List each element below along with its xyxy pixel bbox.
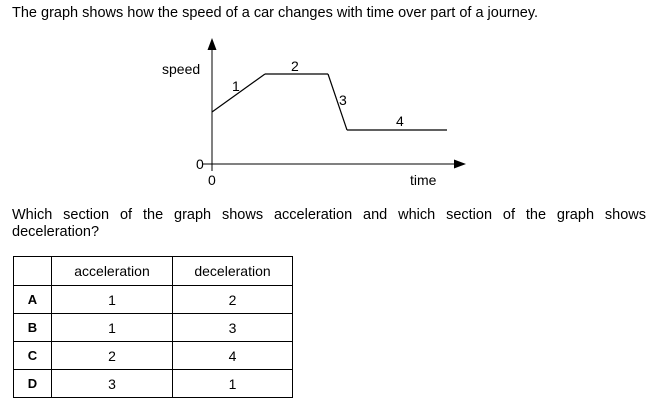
option-key: A xyxy=(14,286,52,314)
section-2-label: 2 xyxy=(291,58,299,74)
header-acceleration: acceleration xyxy=(52,257,173,286)
section-3-label: 3 xyxy=(339,92,347,108)
speed-time-graph xyxy=(0,0,659,200)
answer-options-table xyxy=(13,256,293,398)
header-blank xyxy=(14,257,52,286)
option-row-b[interactable] xyxy=(14,314,293,342)
table-header-row xyxy=(14,257,293,286)
option-acceleration: 1 xyxy=(52,286,173,314)
origin-x-label: 0 xyxy=(208,172,216,188)
y-axis-arrow xyxy=(208,38,217,50)
option-key: B xyxy=(14,314,52,342)
option-row-d[interactable] xyxy=(14,370,293,398)
x-axis-arrow xyxy=(454,160,466,169)
header-deceleration: deceleration xyxy=(173,257,293,286)
option-acceleration: 1 xyxy=(52,314,173,342)
section-1-label: 1 xyxy=(232,78,240,94)
option-key: C xyxy=(14,342,52,370)
option-deceleration: 3 xyxy=(173,314,293,342)
intro-text: The graph shows how the speed of a car changes with time over part of a journey. xyxy=(12,5,539,21)
question-text: Which section of the graph shows acceleration and which section of the graph shows deceleration? xyxy=(12,207,646,240)
x-axis-label: time xyxy=(410,172,437,188)
option-key: D xyxy=(14,370,52,398)
option-deceleration: 2 xyxy=(173,286,293,314)
option-deceleration: 4 xyxy=(173,342,293,370)
option-deceleration: 1 xyxy=(173,370,293,398)
option-acceleration: 3 xyxy=(52,370,173,398)
origin-y-label: 0 xyxy=(196,156,204,172)
option-row-a[interactable] xyxy=(14,286,293,314)
section-4-label: 4 xyxy=(396,113,404,129)
y-axis-label: speed xyxy=(162,61,201,77)
option-acceleration: 2 xyxy=(52,342,173,370)
option-row-c[interactable] xyxy=(14,342,293,370)
